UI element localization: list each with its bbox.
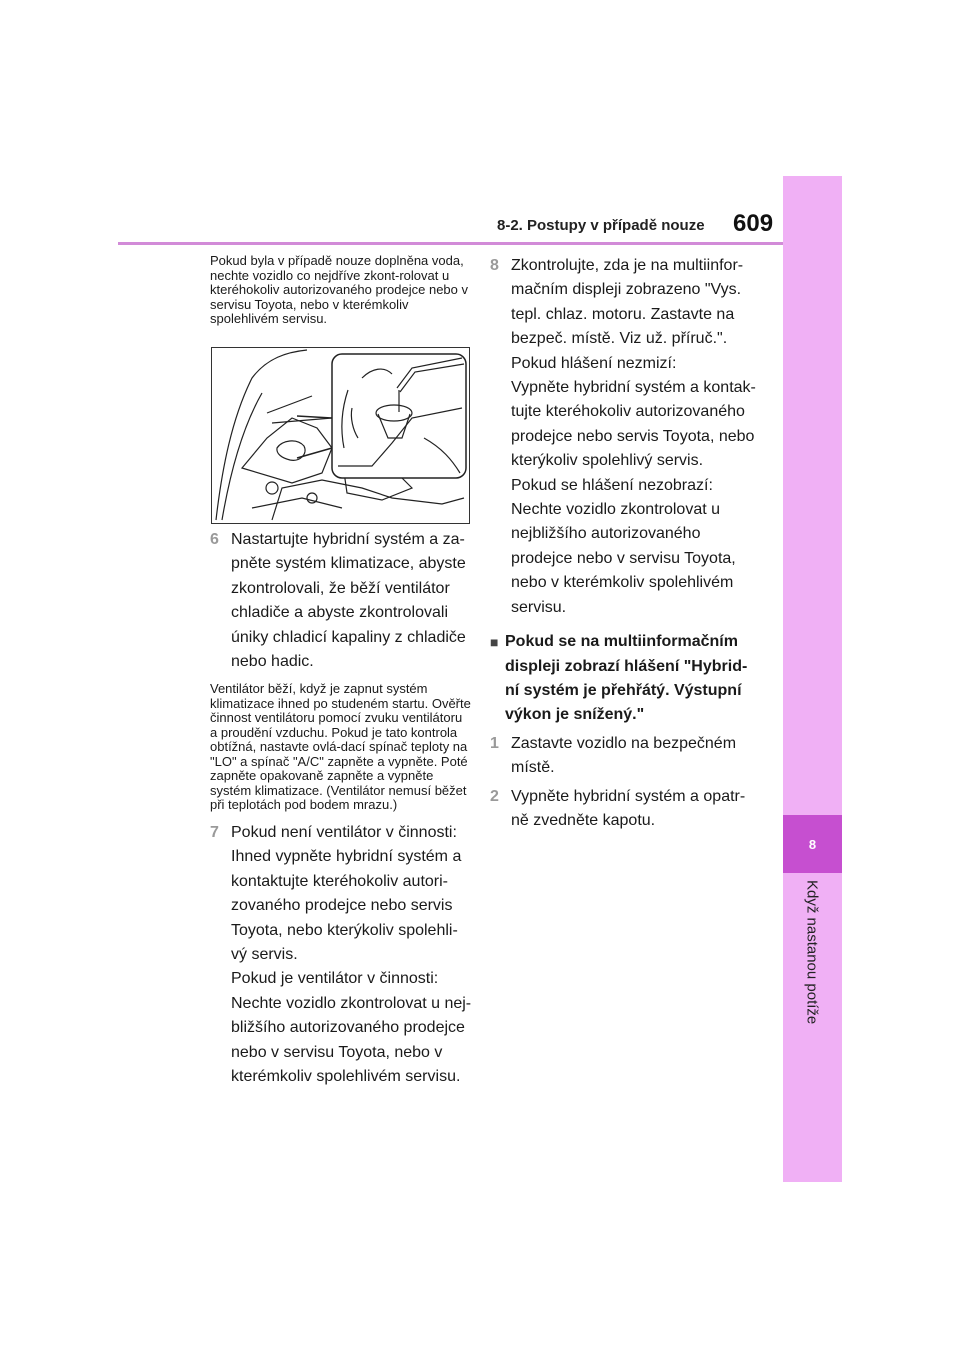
section-heading-text: Pokud se na multiinformačním displeji zobrazí hlášení "Hybrid-ní systém je přehřátý. Výstupní výkon je snížený." xyxy=(505,633,748,724)
chapter-number-badge: 8 xyxy=(783,815,842,873)
step-7-condition-not-running: Pokud není ventilátor v činnosti: xyxy=(231,823,457,841)
step-7 xyxy=(210,821,472,1089)
chapter-side-tab xyxy=(783,176,842,1182)
step-8-condition-not-shown: Pokud se hlášení nezobrazí: xyxy=(511,476,713,494)
left-column-steps xyxy=(210,528,472,1089)
step-6 xyxy=(210,528,472,674)
step-number: 6 xyxy=(210,531,219,548)
step-1 xyxy=(490,732,760,781)
square-bullet-icon: ■ xyxy=(490,634,499,651)
step-7-condition-running: Pokud je ventilátor v činnosti: xyxy=(231,970,439,988)
step-text: Nastartujte hybridní systém a za-pněte systém klimatizace, abyste zkontrolovali, že běží ventilátor chladiče a abyste zkontrolovali úniky chladicí kapaliny z chladiče nebo hadic. xyxy=(231,531,466,671)
step-2 xyxy=(490,785,760,834)
step-7-action-not-running: Ihned vypněte hybridní systém a kontaktujte kteréhokoliv autori-zovaného prodejce nebo servis Toyota, nebo kterýkoliv spolehli-vý servis. xyxy=(231,848,462,963)
step-text xyxy=(511,254,760,620)
engine-bay-drawing xyxy=(212,348,469,523)
step-number: 8 xyxy=(490,257,499,274)
step-8-action-persists: Vypněte hybridní systém a kontak-tujte kteréhokoliv autorizovaného prodejce nebo servis Toyota, nebo kterýkoliv spolehlivý servis. xyxy=(511,379,756,470)
section-title: 8-2. Postupy v případě nouze xyxy=(497,217,705,234)
step-text: Zastavte vozidlo na bezpečném místě. xyxy=(511,734,737,777)
section-heading xyxy=(490,630,760,728)
step-number: 2 xyxy=(490,787,499,805)
left-column xyxy=(210,254,470,327)
step-text xyxy=(231,821,472,1089)
step-7-action-running: Nechte vozidlo zkontrolovat u nej-bližšího autorizovaného prodejce nebo v servisu Toyota, nebo v kterémkoliv spolehlivém servisu. xyxy=(231,994,472,1085)
step-number: 7 xyxy=(210,823,219,841)
step-8-condition-persists: Pokud hlášení nezmizí: xyxy=(511,354,677,372)
step-8-check: Zkontrolujte, zda je na multiinfor-mačním displeji zobrazeno "Vys. tepl. chlaz. motoru. Zastavte na bezpeč. místě. Viz už. příruč.". xyxy=(511,257,744,348)
fan-note: Ventilátor běží, když je zapnut systém klimatizace ihned po studeném startu. Ověřte činnost ventilátoru pomocí zvuku ventilátoru a proudění vzduchu. Pokud je tato kontrola obtížná, nastavte ovlá-dací spínač teploty na "LO" a spínač "A/C" zapněte a vypněte. Poté zapněte opakovaně zapněte a vypněte systém klimatizace. (Ventilátor nemusí běžet při teplotách pod bodem mrazu.) xyxy=(210,681,471,813)
step-8 xyxy=(490,254,760,620)
page-number: 609 xyxy=(733,210,774,237)
right-column xyxy=(490,254,760,833)
intro-note: Pokud byla v případě nouze doplněna voda, nechte vozidlo co nejdříve zkont-rolovat u kteréhokoliv autorizovaného prodejce nebo v servisu Toyota, nebo v kterémkoliv spolehlivém servisu. xyxy=(210,253,469,326)
step-text: Vypněte hybridní systém a opatr-ně zvedněte kapotu. xyxy=(511,787,746,829)
engine-coolant-refill-illustration xyxy=(211,347,470,524)
step-number: 1 xyxy=(490,734,499,752)
chapter-title: Když nastanou potíže xyxy=(803,880,821,1025)
header-rule xyxy=(118,242,783,245)
step-8-action-not-shown: Nechte vozidlo zkontrolovat u nejbližšího autorizovaného prodejce nebo v servisu Toyota, nebo v kterémkoliv spolehlivém servisu. xyxy=(511,501,736,616)
